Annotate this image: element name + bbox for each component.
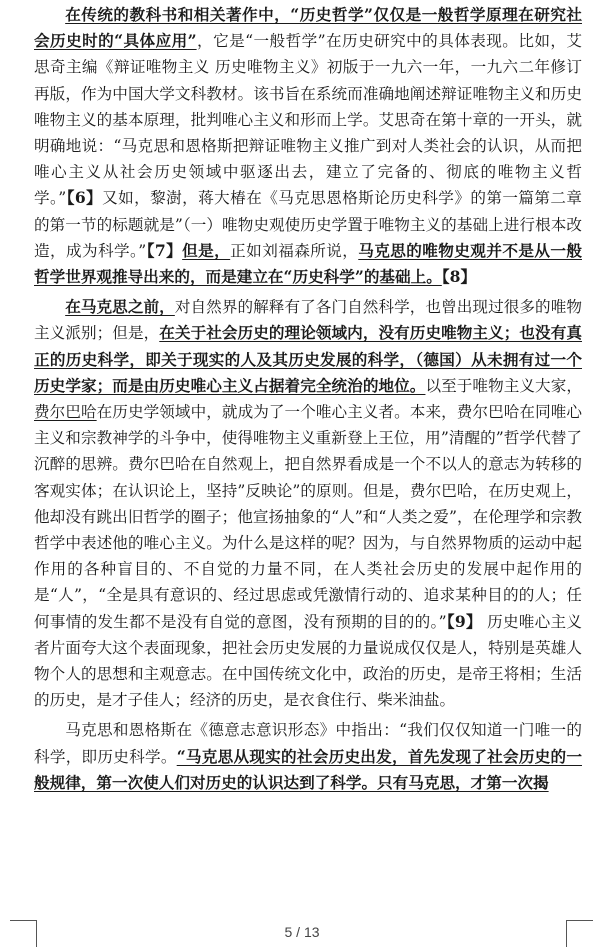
paragraph bbox=[34, 717, 582, 796]
page-number: 5 / 13 bbox=[284, 924, 320, 940]
text-run: 正如刘福森所说， bbox=[230, 241, 359, 260]
paragraph bbox=[34, 2, 582, 290]
text-run: 费尔巴哈 bbox=[34, 403, 97, 422]
text-run: 但是， bbox=[182, 240, 231, 260]
document-body bbox=[34, 2, 582, 796]
text-run: 【9】 bbox=[446, 611, 482, 631]
paragraph bbox=[34, 294, 582, 713]
text-run: 在传统的教科书和相关著作中，“历史哲学”仅仅是一般哲学原理在研究社会历史时的“具体应用” bbox=[34, 5, 582, 51]
text-run: 在关于社会历史的理论领域内，没有历史唯物主义；也没有真正的历史科学，即关于现实的人及其历史发展的科学，（德国）从未拥有过一个历史学家；而是由历史唯心主义占据着完全统治的地位。 bbox=[34, 323, 582, 395]
text-run: 对自然界的解释有了各门自然科学，也曾出现过很多的唯物主义派别；但是， bbox=[34, 298, 582, 343]
text-run: 又如，黎澍，蒋大椿在《马克思恩格斯论历史科学》的第一篇第二章的第一节的标题就是”（一）唯物史观使历史学置于唯物主义的基础上进行根本改造，成为科学。” bbox=[34, 189, 582, 260]
text-run: 马克思和恩格斯在《德意志意识形态》中指出：“我们仅仅知道一门唯一的科学，即历史科学。 bbox=[34, 721, 582, 766]
text-run: “马克思从现实的社会历史出发，首先发现了社会历史的一般规律，第一次使人们对历史的认识达到了科学。只有马克思，才第一次揭 bbox=[34, 746, 582, 792]
text-run: 历史唯心主义者片面夸大这个表面现象，把社会历史发展的力量说成仅仅是人，特别是英雄人物个人的思想和主观意志。在中国传统文化中，政治的历史，是帝王将相；生活的历史，是才子佳人；经济的历史，是衣食住行、柴米油盐。 bbox=[34, 612, 582, 710]
text-run: 【7】 bbox=[146, 240, 183, 260]
text-run: 【6】 bbox=[66, 188, 103, 208]
text-run: 【8】 bbox=[441, 267, 477, 287]
text-run: 马克思的唯物史观并不是从一般哲学世界观推导出来的，而是建立在“历史科学”的基础上。 bbox=[34, 240, 582, 287]
text-run: 以至于唯物主义大家， bbox=[425, 376, 582, 395]
text-run: ，它是“一般哲学”在历史研究中的具体表现。比如，艾思奇主编《辩证唯物主义 历史唯物主义》初版于一九六一年，一九六二年修订再版，作为中国大学文科教材。该书旨在系统而准确地阐述辩证唯物主义和历史唯物主义的基本原理，批判唯心主义和形而上学。艾思奇在第十章的一开头，就明确地说：“马克思和恩格斯把辩证唯物主义推广到对人类社会的认识，从而把唯心主义从社会历史领域中驱逐出去，建立了完备的、彻底的唯物主义哲学。” bbox=[34, 32, 582, 208]
text-run: 在历史学领域中，就成为了一个唯心主义者。本来，费尔巴哈在同唯心主义和宗教神学的斗争中，使得唯物主义重新登上王位，用”清醒的”哲学代替了沉醉的思辨。费尔巴哈在自然观上，把自然界看成是一个不以人的意志为转移的客观实体；在认识论上，坚持”反映论”的原则。但是，费尔巴哈，在历史观上，他却没有跳出旧哲学的圈子；他宣扬抽象的“人”和“人类之爱”，在伦理学和宗教哲学中表述他的唯心主义。为什么是这样的呢？因为，与自然界物质的运动中起作用的各种盲目的、不自觉的力量不同，在人类社会历史的发展中起作用的是“人”，“全是具有意识的、经过思虑或凭激情行动的、追求某种目的的人；任何事情的发生都不是没有自觉的意图，没有预期的目的的。” bbox=[34, 403, 582, 631]
text-run: 在马克思之前， bbox=[65, 297, 175, 317]
